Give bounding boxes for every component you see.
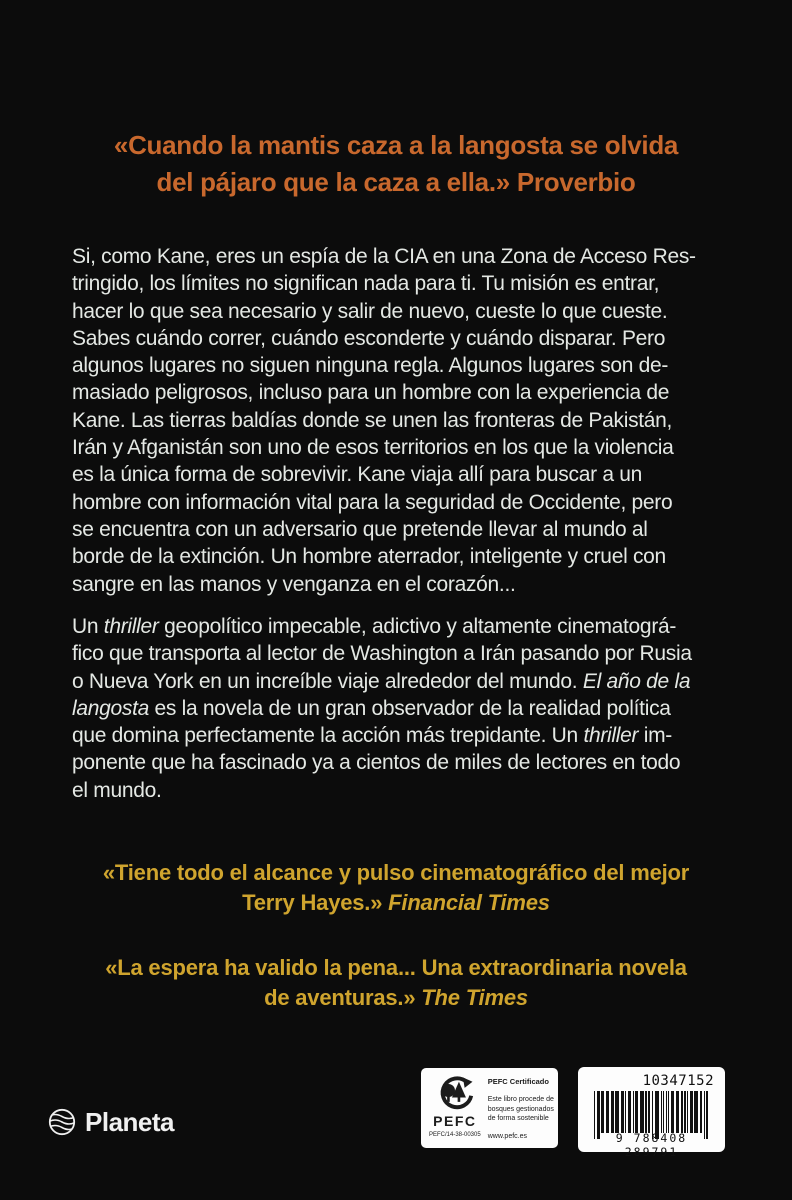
pefc-logo-block [429, 1075, 481, 1143]
text-line: Un thriller geopolítico impecable, adictivo y altamente cinematográ- [72, 615, 677, 638]
barcode-bar [704, 1091, 705, 1139]
text-line: Terry Hayes.» Financial Times [242, 890, 550, 915]
text-line: «Cuando la mantis caza a la langosta se olvida [113, 130, 679, 160]
text-line: «La espera ha valido la pena... Una extraordinaria novela [105, 955, 687, 980]
text-line: Si, como Kane, eres un espía de la CIA en una Zona de Acceso Res- [72, 245, 696, 268]
barcode-bar [615, 1091, 618, 1133]
press-quote-the-times [72, 953, 720, 1013]
text-line: que domina perfectamente la acción más trepidante. Un thriller im- [72, 724, 673, 748]
pefc-logo-text: PEFC [433, 1113, 477, 1129]
synopsis-paragraph [72, 243, 720, 598]
barcode-bar [601, 1091, 603, 1133]
pefc-title: PEFC Certificado [487, 1077, 549, 1086]
barcode-bar [690, 1091, 693, 1133]
pefc-website: www.pefc.es [487, 1133, 527, 1140]
text-line: «Tiene todo el alcance y pulso cinematográfico del mejor [102, 860, 690, 885]
text-line: del pájaro que la caza a ella.» Proverbio [156, 167, 636, 197]
barcode-bar [606, 1091, 609, 1133]
text-line: se encuentra con un adversario que pretende llevar al mundo al [72, 517, 648, 541]
press-quote-financial-times [72, 858, 720, 918]
text-line: algunos lugares no siguen ninguna regla. Algunos lugares son de- [72, 354, 669, 378]
text-line: Irán y Afganistán son uno de esos territorios en los que la violencia [72, 436, 674, 460]
pefc-description [488, 1095, 554, 1124]
barcode-isbn: 9 788408 289791 [615, 1131, 688, 1159]
barcode-bar [635, 1091, 638, 1133]
pefc-cert-code: PEFC/14-38-00305 [429, 1132, 481, 1138]
barcode-bar [661, 1091, 662, 1133]
barcode-bar [648, 1091, 650, 1133]
barcode-bar [597, 1091, 600, 1139]
barcode-bar [628, 1091, 630, 1133]
barcode-bar [594, 1091, 595, 1139]
pefc-text-block [488, 1075, 554, 1143]
barcode-bar [681, 1091, 683, 1133]
barcode-bar [645, 1091, 647, 1133]
text-line: borde de la extinción. Un hombre aterrador, inteligente y cruel con [72, 545, 666, 569]
barcode-bar [684, 1091, 685, 1133]
text-line: el mundo. [72, 778, 162, 802]
epigraph-quote [72, 127, 720, 201]
text-line: es la única forma de sobrevivir. Kane viaja allí para buscar a un [72, 463, 642, 487]
publisher-name: Planeta [85, 1106, 174, 1137]
text-line: Este libro procede de [487, 1096, 554, 1103]
barcode-bar [663, 1091, 664, 1133]
text-line: hombre con información vital para la seguridad de Occidente, pero [72, 490, 673, 514]
text-line: Kane. Las tierras baldías donde se unen las fronteras de Pakistán, [72, 408, 673, 432]
text-line: de forma sostenible [487, 1115, 549, 1122]
review-paragraph [72, 613, 720, 804]
publisher-logo [46, 1106, 174, 1138]
barcode-bar [611, 1091, 614, 1133]
barcode-bar [666, 1091, 667, 1133]
barcode-bar [687, 1091, 688, 1133]
barcode-bar [621, 1091, 624, 1133]
text-line: bosques gestionados [487, 1105, 554, 1113]
text-line: hacer lo que sea necesario y salir de nuevo, cueste lo que cueste. [72, 299, 668, 323]
barcode-top-number: 10347152 [642, 1073, 714, 1089]
text-line: masiado peligrosos, incluso para un hombre con la experiencia de [72, 381, 670, 405]
planeta-globe-icon [46, 1106, 78, 1138]
pefc-trees-icon [434, 1075, 476, 1113]
barcode-label [578, 1067, 725, 1159]
barcode-bar [668, 1091, 669, 1133]
barcode-bar [640, 1091, 643, 1133]
text-line: o Nueva York en un increíble viaje alrededor del mundo. El año de la [72, 669, 691, 693]
barcode-bar [676, 1091, 679, 1133]
text-line: de aventuras.» The Times [264, 985, 528, 1010]
text-line: ponente que ha fascinado ya a cientos de miles de lectores en todo [72, 751, 681, 775]
text-line: langosta es la novela de un gran observador de la realidad política [72, 696, 671, 720]
barcode-bar [625, 1091, 626, 1133]
text-line: fico que transporta al lector de Washington a Irán pasando por Rusia [72, 642, 692, 666]
text-line: Sabes cuándo correr, cuándo esconderte y cuándo disparar. Pero [72, 326, 666, 350]
barcode-bar [671, 1091, 673, 1133]
barcode-bar [694, 1091, 697, 1133]
text-line: sangre en las manos y venganza en el corazón... [72, 572, 516, 596]
barcode-bar [700, 1091, 702, 1133]
pefc-label [421, 1068, 558, 1148]
barcode-bar [633, 1091, 634, 1133]
text-line: tringido, los límites no significan nada para ti. Tu misión es entrar, [72, 272, 660, 296]
barcode-bar [706, 1091, 708, 1139]
